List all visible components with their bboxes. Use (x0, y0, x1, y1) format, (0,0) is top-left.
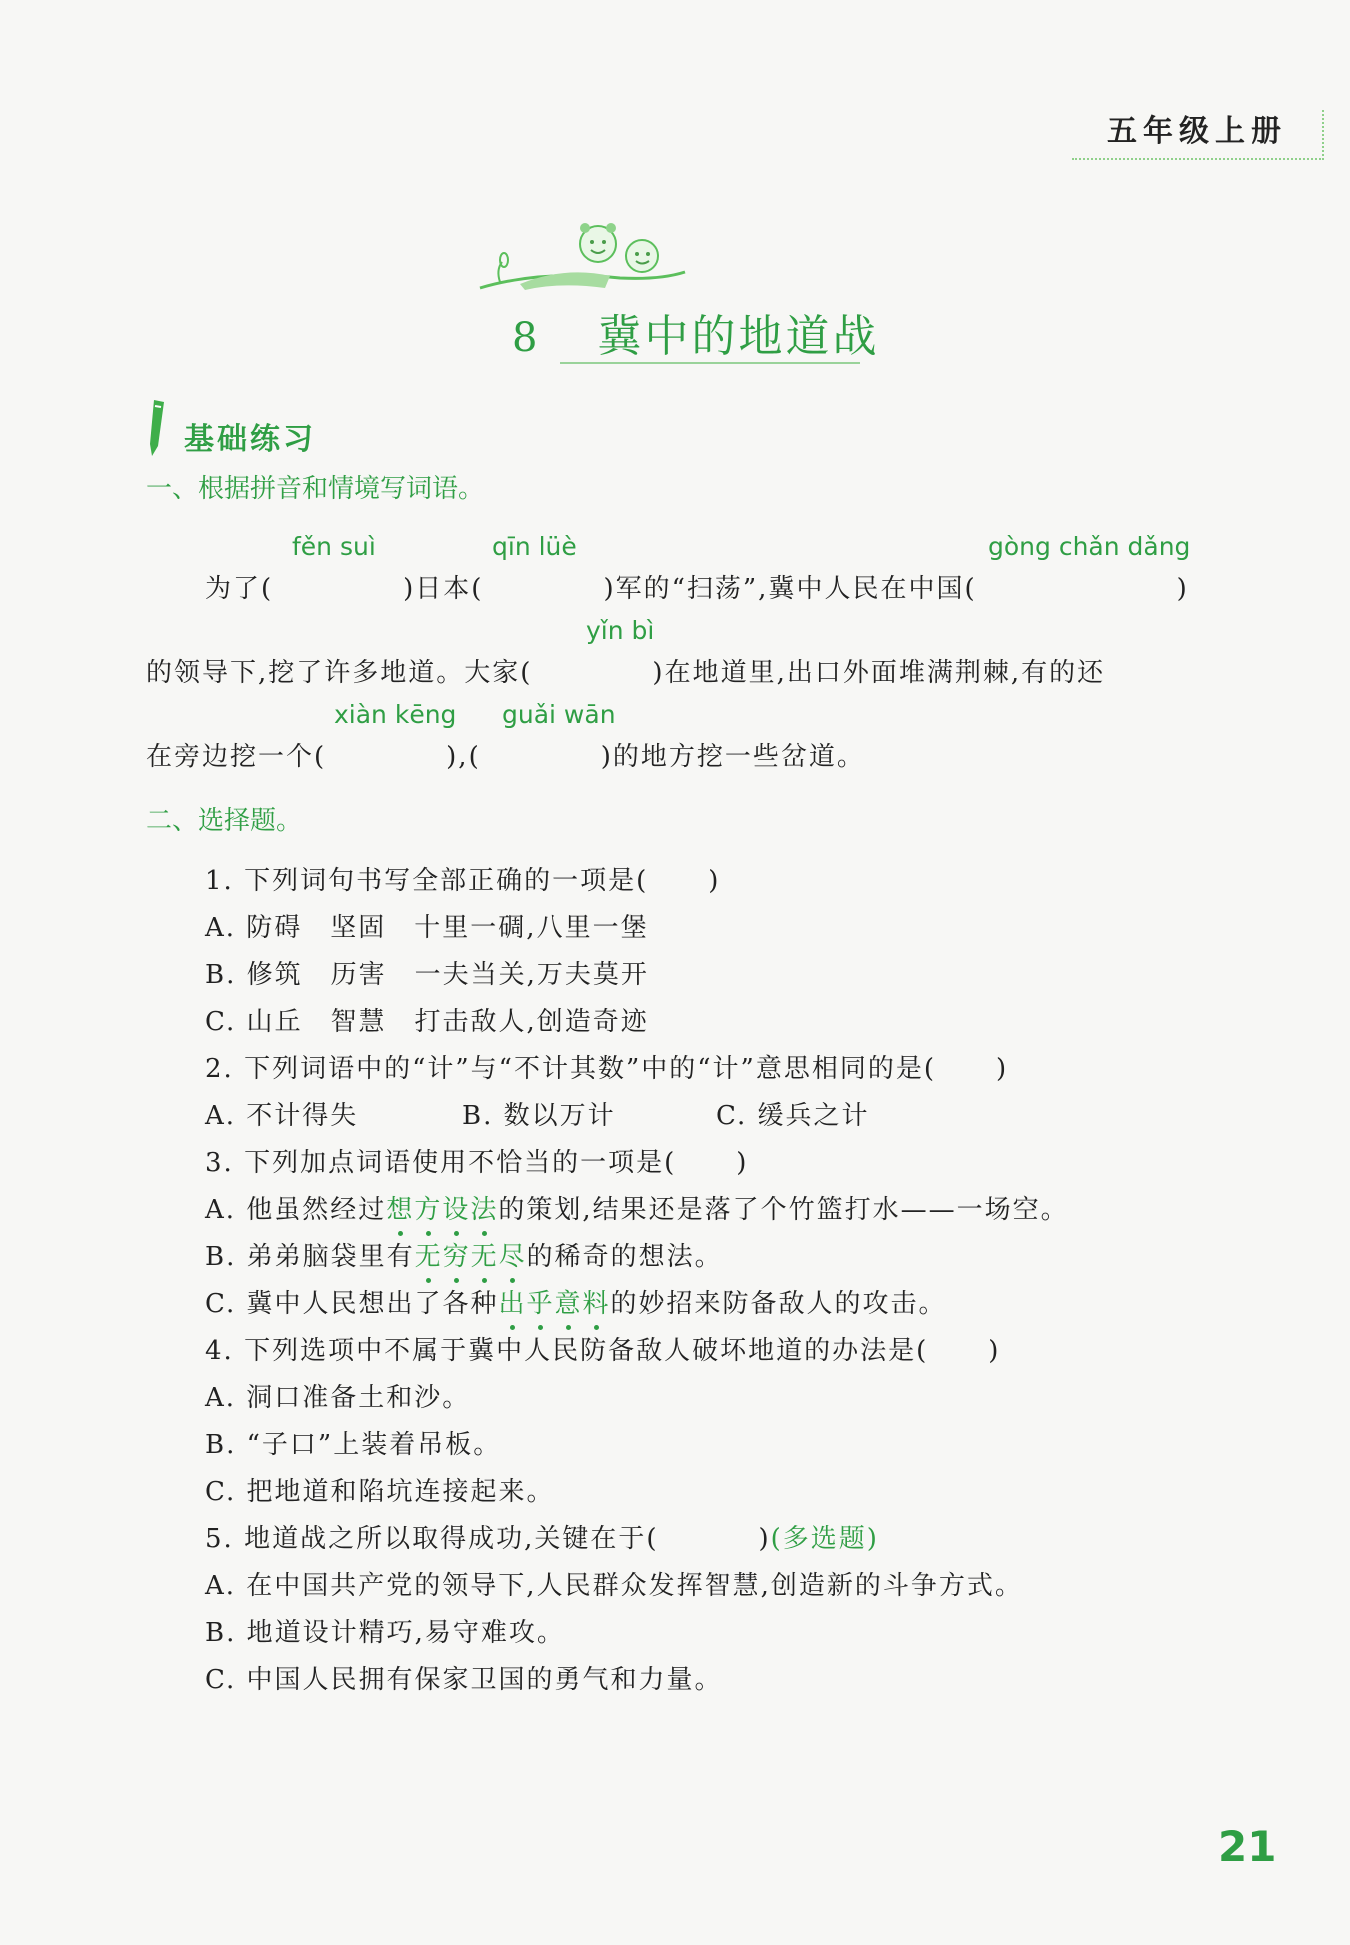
item4-option-a: A. 洞口准备土和沙。 (205, 1383, 471, 1413)
item2-option-c: C. 缓兵之计 (716, 1101, 870, 1131)
q1-line3-c: )的地方挖一些岔道。 (600, 742, 865, 772)
item2-close: ) (995, 1054, 1009, 1084)
section-title: 基础练习 (184, 422, 316, 457)
item3-option-c (205, 1283, 947, 1320)
q2-item1-stem (205, 860, 720, 897)
q2-item3-stem (205, 1142, 748, 1179)
item3-option-b (205, 1236, 723, 1273)
q1-line1-a: 为了( (205, 574, 274, 604)
q1-line-2 (146, 652, 1105, 689)
q2-item2-stem (205, 1048, 1008, 1085)
lesson-title (512, 300, 879, 364)
item3-b-post: 的稀奇的想法。 (526, 1242, 723, 1272)
pencil-icon (146, 398, 168, 458)
q2-item4-stem (205, 1330, 1000, 1367)
item5-option-b: B. 地道设计精巧,易守难攻。 (205, 1618, 565, 1648)
item2-stem-text: 2. 下列词语中的“计”与“不计其数”中的“计”意思相同的是( (205, 1054, 936, 1084)
item3-c-word: 出乎意料 (498, 1289, 611, 1319)
q1-line3-b: ),( (446, 742, 481, 772)
item3-c-post: 的妙招来防备敌人的攻击。 (610, 1289, 947, 1319)
item3-option-a (205, 1189, 1069, 1226)
grade-label: 五年级上册 (1072, 110, 1324, 160)
item3-c-dotted-word (499, 1289, 611, 1319)
pinyin-guaiwan: guǎi wān (502, 700, 616, 729)
item1-option-c: C. 山丘 智慧 打击敌人,创造奇迹 (205, 1007, 649, 1037)
q1-line1-d: ) (1176, 574, 1189, 604)
children-illustration-icon (470, 210, 700, 300)
item5-multi-choice-note: (多选题) (770, 1524, 879, 1554)
item5-close: ) (758, 1524, 771, 1554)
item3-a-pre: A. 他虽然经过 (205, 1195, 387, 1225)
item1-option-a: A. 防碍 坚固 十里一碉,八里一堡 (205, 913, 649, 943)
item1-stem-text: 1. 下列词句书写全部正确的一项是( (205, 866, 649, 896)
q1-heading: 一、根据拼音和情境写词语。 (146, 474, 485, 504)
item5-option-c: C. 中国人民拥有保家卫国的勇气和力量。 (205, 1665, 723, 1695)
q1-line3-a: 在旁边挖一个( (146, 742, 327, 772)
lesson-title-text: 冀中的地道战 (597, 311, 880, 362)
q1-line2-a: 的领导下,挖了许多地道。大家( (146, 658, 533, 688)
title-underline (560, 362, 860, 364)
item3-stem-text: 3. 下列加点词语使用不恰当的一项是( (205, 1148, 677, 1178)
q1-line-3 (146, 736, 865, 773)
item3-b-dotted-word (415, 1242, 527, 1272)
q1-line-1 (205, 568, 1189, 605)
lesson-number: 8 (512, 315, 541, 361)
page-number: 21 (1218, 1822, 1277, 1871)
q2-item5-stem (205, 1518, 879, 1555)
q1-line1-b: )日本( (403, 574, 484, 604)
q1-line2-b: )在地道里,出口外面堆满荆棘,有的还 (652, 658, 1106, 688)
item3-b-pre: B. 弟弟脑袋里有 (205, 1242, 415, 1272)
item3-a-post: 的策划,结果还是落了个竹篮打水——一场空。 (498, 1195, 1069, 1225)
item1-option-b: B. 修筑 历害 一夫当关,万夫莫开 (205, 960, 649, 990)
item5-option-a: A. 在中国共产党的领导下,人民群众发挥智慧,创造新的斗争方式。 (205, 1571, 1023, 1601)
q2-heading: 二、选择题。 (146, 806, 303, 836)
item2-option-b: B. 数以万计 (462, 1101, 616, 1131)
item4-option-c: C. 把地道和陷坑连接起来。 (205, 1477, 555, 1507)
pinyin-gongchandang: gòng chǎn dǎng (988, 532, 1191, 561)
item4-close: ) (988, 1336, 1001, 1366)
item3-a-word: 想方设法 (386, 1195, 499, 1225)
pinyin-fensui: fěn suì (292, 532, 376, 561)
item4-option-b: B. “子口”上装着吊板。 (205, 1430, 502, 1460)
item4-stem-text: 4. 下列选项中不属于冀中人民防备敌人破坏地道的办法是( (205, 1336, 929, 1366)
item3-a-dotted-word (386, 1195, 498, 1225)
item3-c-pre: C. 冀中人民想出了各种 (205, 1289, 499, 1319)
pinyin-xiankeng: xiàn kēng (334, 700, 457, 729)
item1-close: ) (708, 866, 721, 896)
item3-close: ) (736, 1148, 749, 1178)
item2-option-a: A. 不计得失 (205, 1101, 359, 1131)
pinyin-qinlue: qīn lüè (492, 532, 577, 561)
pinyin-yinbi: yǐn bì (586, 616, 655, 645)
q1-line1-c: )军的“扫荡”,冀中人民在中国( (603, 574, 977, 604)
item5-stem-text: 5. 地道战之所以取得成功,关键在于( (205, 1524, 659, 1554)
item3-b-word: 无穷无尽 (414, 1242, 527, 1272)
